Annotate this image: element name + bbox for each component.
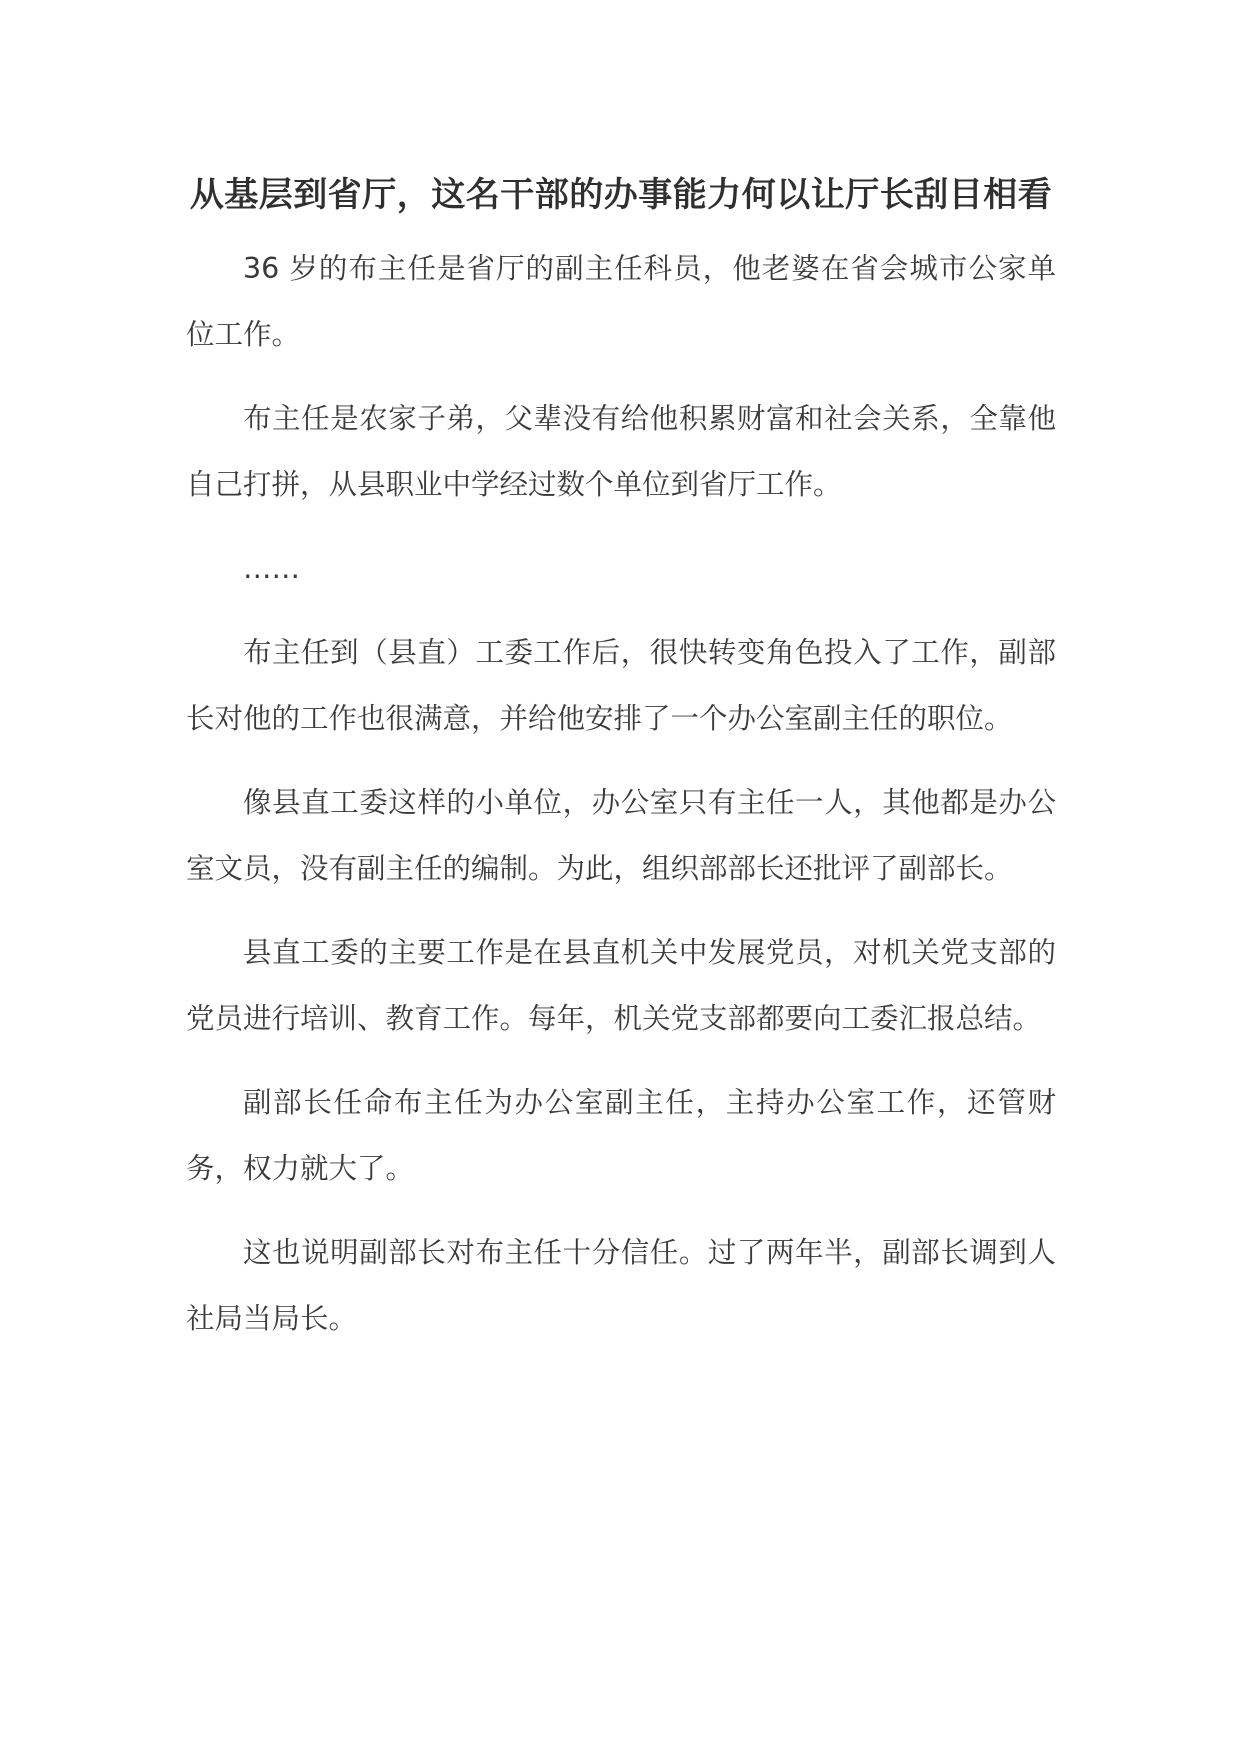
paragraph-4: 像县直工委这样的小单位，办公室只有主任一人，其他都是办公室文员，没有副主任的编制。为此，组织部部长还批评了副部长。	[186, 786, 1056, 885]
paragraph-5: 县直工委的主要工作是在县直机关中发展党员，对机关党支部的党员进行培训、教育工作。每年，机关党支部都要向工委汇报总结。	[186, 936, 1056, 1035]
paragraph-ellipsis: ……	[243, 552, 300, 585]
paragraph-7: 这也说明副部长对布主任十分信任。过了两年半，副部长调到人社局当局长。	[186, 1236, 1056, 1335]
paragraph-6: 副部长任命布主任为办公室副主任，主持办公室工作，还管财务，权力就大了。	[186, 1086, 1056, 1185]
document-page	[186, 170, 1056, 1370]
paragraph-2: 布主任是农家子弟，父辈没有给他积累财富和社会关系，全靠他自己打拼，从县职业中学经过数个单位到省厅工作。	[186, 402, 1056, 501]
paragraph-1: 36 岁的布主任是省厅的副主任科员，他老婆在省会城市公家单位工作。	[186, 252, 1056, 351]
document-title: 从基层到省厅，这名干部的办事能力何以让厅长刮目相看	[189, 175, 1053, 215]
paragraph-3: 布主任到（县直）工委工作后，很快转变角色投入了工作，副部长对他的工作也很满意，并给他安排了一个办公室副主任的职位。	[186, 636, 1056, 735]
